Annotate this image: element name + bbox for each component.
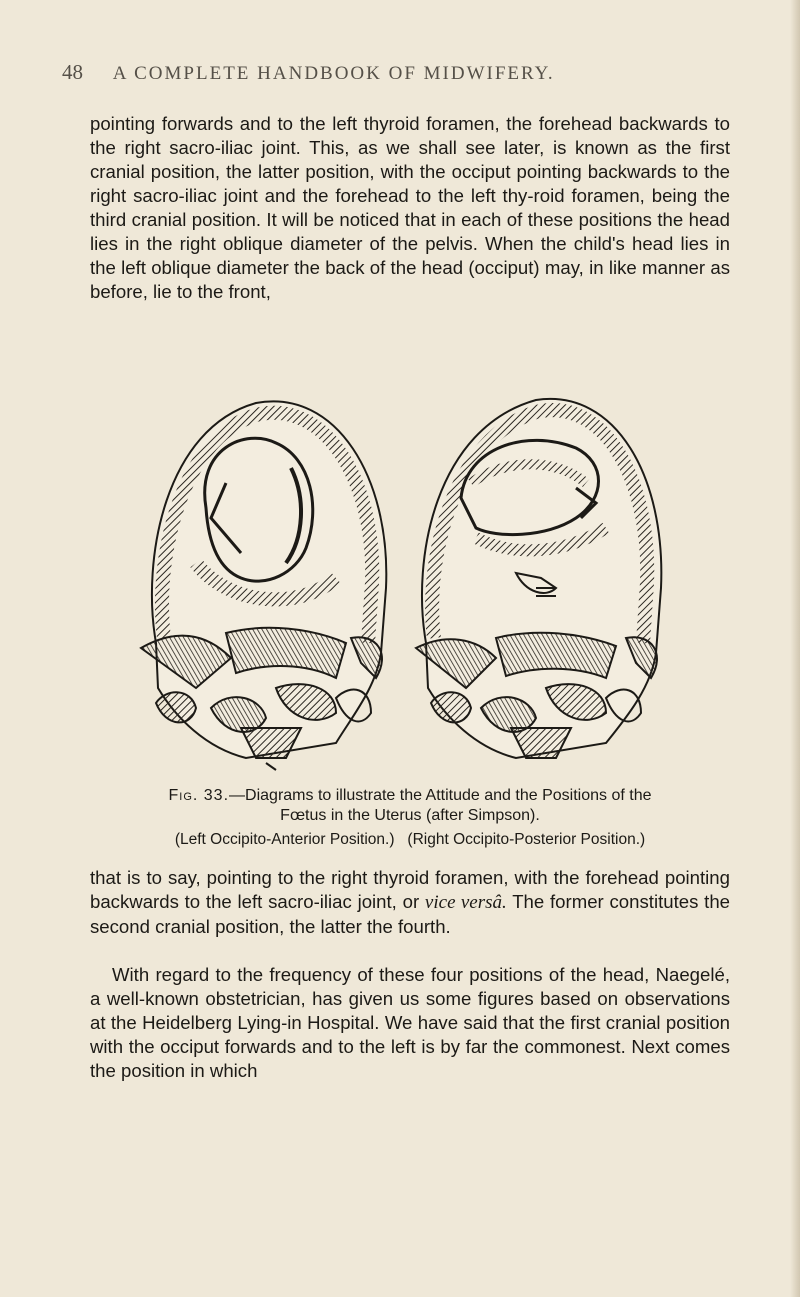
figure-caption-text: —Diagrams to illustrate the Attitude and the Positions of the — [229, 787, 652, 804]
uterus-diagrams — [136, 388, 696, 773]
paragraph-2-italic: vice versâ. — [424, 892, 507, 913]
left-position-label: (Left Occipito-Anterior Position.) — [174, 831, 395, 848]
page-edge-stain — [790, 0, 800, 1297]
right-occipito-posterior-diagram — [416, 399, 661, 758]
body-paragraph-3: With regard to the frequency of these four positions of the head, Naegelé, a well-known obstetrician, has given us some figures based on observations at the Heidelberg Lying-in Hospital. We have said that the first cranial position with the occiput forwards and to the left is by far the commonest. Next comes the position in which — [90, 964, 730, 1081]
running-header — [62, 60, 712, 85]
body-paragraph-1: pointing forwards and to the left thyroid foramen, the forehead backwards to the right sacro-iliac joint. This, as we shall see later, is known as the first cranial position, the latter position, with the occiput pointing backwards to the right sacro-iliac joint and the forehead to the left thy-roid foramen, being the third cranial position. It will be noticed that in each of these positions the head lies in the right oblique diameter of the pelvis. When the child's head lies in the left oblique diameter the back of the head (occiput) may, in like manner as before, lie to the front, — [90, 113, 730, 302]
figure-number: Fig. 33. — [168, 787, 230, 804]
figure-caption-line-1 — [90, 786, 730, 806]
body-paragraph-2 — [90, 866, 730, 939]
running-title: A COMPLETE HANDBOOK OF MIDWIFERY. — [112, 63, 555, 84]
figure-33-illustration — [136, 388, 696, 773]
figure-position-labels — [90, 830, 730, 850]
paragraph-2-text-b: The former constitutes the second cranial position, the latter the fourth. — [90, 891, 730, 937]
page-number: 48 — [62, 60, 83, 84]
left-occipito-anterior-diagram — [141, 401, 386, 770]
right-position-label: (Right Occipito-Posterior Position.) — [407, 831, 646, 848]
paragraph-2-text-a: that is to say, pointing to the right thyroid foramen, with the forehead pointing backwards to the left sacro-iliac joint, or — [90, 867, 730, 912]
figure-caption-line-2: Fœtus in the Uterus (after Simpson). — [280, 807, 540, 824]
